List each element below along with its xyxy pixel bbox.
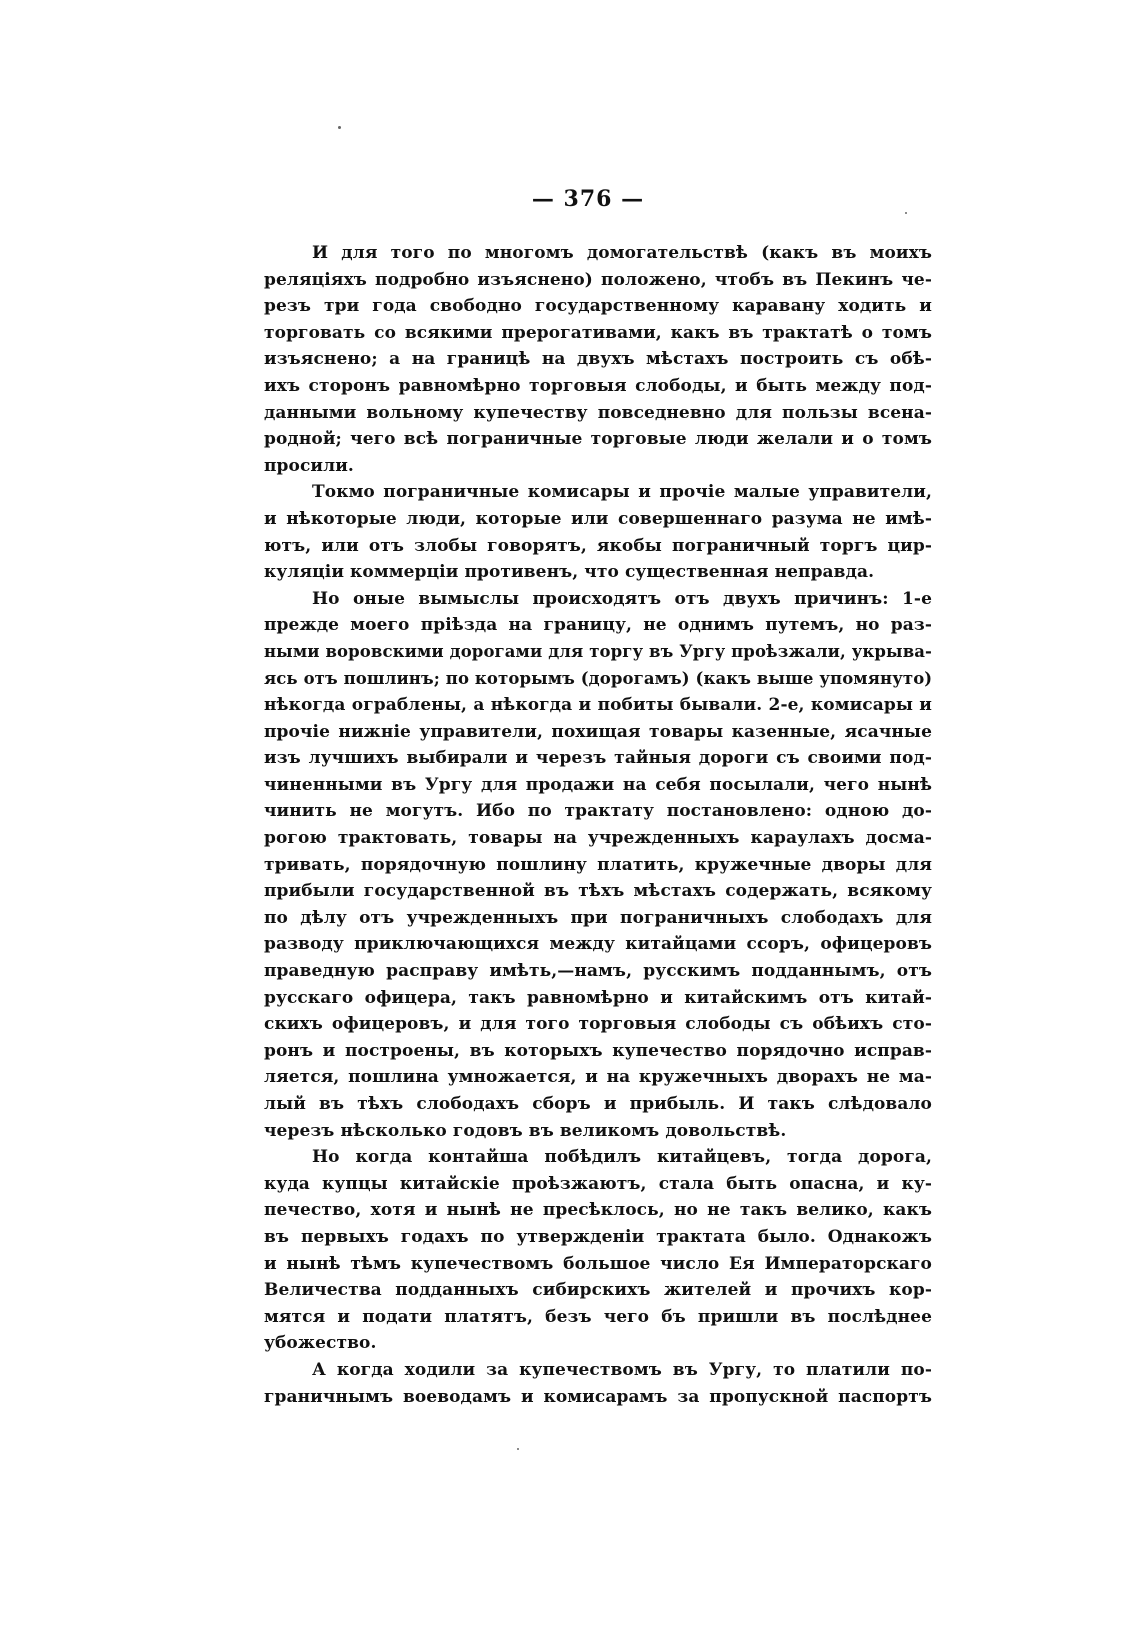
text-line: и нѣкоторые люди, которые или совершеннаго разума не имѣ- bbox=[264, 508, 932, 529]
text-line: данными вольному купечеству повседневно для пользы всена- bbox=[264, 402, 932, 423]
text-line: черезъ нѣсколько годовъ въ великомъ довольствѣ. bbox=[264, 1120, 787, 1141]
text-line: скихъ офицеровъ, и для того торговыя слободы съ обѣихъ сто- bbox=[264, 1014, 932, 1035]
text-line: разводу приключающихся между китайцами ссоръ, офицеровъ bbox=[264, 934, 932, 955]
text-line: ясь отъ пошлинъ; по которымъ (дорогамъ) (какъ выше упомянуто) bbox=[264, 668, 932, 688]
paragraph bbox=[264, 1144, 932, 1357]
paragraph bbox=[264, 240, 932, 479]
text-line: куляціи коммерціи противенъ, что существенная неправда. bbox=[264, 562, 875, 583]
text-line: Но когда контайша побѣдилъ китайцевъ, тогда дорога, bbox=[312, 1147, 932, 1168]
page-number: — 376 — bbox=[531, 186, 645, 212]
text-line: прежде моего пріѣзда на границу, не однимъ путемъ, но раз- bbox=[264, 615, 932, 636]
scan-speck bbox=[517, 1448, 519, 1450]
text-line: родной; чего всѣ пограничные торговые люди желали и о томъ bbox=[264, 429, 932, 450]
text-line: изъ лучшихъ выбирали и черезъ тайныя дороги съ своими под- bbox=[264, 748, 932, 769]
text-line: лый въ тѣхъ слободахъ сборъ и прибыль. И такъ слѣдовало bbox=[264, 1094, 932, 1114]
text-line: куда купцы китайскіе проѣзжаютъ, стала быть опасна, и ку- bbox=[264, 1173, 932, 1194]
text-line: и нынѣ тѣмъ купечествомъ большое число Ея Императорскаго bbox=[264, 1253, 932, 1274]
text-line: въ первыхъ годахъ по утвержденіи трактата было. Однакожъ bbox=[264, 1226, 932, 1247]
text-line: ляется, пошлина умножается, и на кружечныхъ дворахъ не ма- bbox=[264, 1067, 932, 1088]
scan-speck bbox=[905, 212, 907, 214]
text-line: чиненными въ Ургу для продажи на себя посылали, чего нынѣ bbox=[264, 774, 932, 795]
paragraph bbox=[264, 479, 932, 585]
text-line: убожество. bbox=[264, 1333, 377, 1354]
text-line: Но оные вымыслы происходятъ отъ двухъ причинъ: 1-е bbox=[312, 588, 932, 609]
text-line: просили. bbox=[264, 455, 354, 476]
text-line: изъяснено; а на границѣ на двухъ мѣстахъ построить съ обѣ- bbox=[264, 349, 932, 370]
text-line: печество, хотя и нынѣ не пресѣклось, но не такъ велико, какъ bbox=[264, 1200, 932, 1221]
text-line: прибыли государственной въ тѣхъ мѣстахъ содержать, всякому bbox=[264, 881, 932, 902]
paragraph bbox=[264, 1357, 932, 1410]
text-line: праведную расправу имѣть,—намъ, русскимъ подданнымъ, отъ bbox=[264, 961, 932, 982]
text-line: Величества подданныхъ сибирскихъ жителей и прочихъ кор- bbox=[264, 1280, 932, 1301]
text-line: Токмо пограничные комисары и прочіе малые управители, bbox=[312, 482, 932, 503]
body-text bbox=[264, 240, 932, 1410]
text-line: рогою трактовать, товары на учрежденныхъ караулахъ досма- bbox=[264, 828, 932, 849]
text-line: ными воровскими дорогами для торгу въ Ургу проѣзжали, укрыва- bbox=[264, 641, 932, 661]
text-line: мятся и подати платятъ, безъ чего бъ пришли въ послѣднее bbox=[264, 1306, 932, 1327]
text-line: граничнымъ воеводамъ и комисарамъ за пропускной паспортъ bbox=[264, 1386, 932, 1407]
text-line: прочіе нижніе управители, похищая товары казенные, ясачные bbox=[264, 721, 932, 742]
text-line: И для того по многомъ домогательствѣ (какъ въ моихъ bbox=[312, 243, 932, 263]
text-line: русскаго офицера, такъ равномѣрно и китайскимъ отъ китай- bbox=[264, 987, 932, 1008]
scan-speck bbox=[338, 126, 341, 129]
text-line: ронъ и построены, въ которыхъ купечество порядочно исправ- bbox=[264, 1040, 932, 1061]
text-line: А когда ходили за купечествомъ въ Ургу, то платили по- bbox=[312, 1359, 932, 1380]
text-line: чинить не могутъ. Ибо по трактату постановлено: одною до- bbox=[264, 801, 932, 822]
text-line: ихъ сторонъ равномѣрно торговыя слободы, и быть между под- bbox=[264, 375, 932, 396]
text-line: ютъ, или отъ злобы говорятъ, якобы пограничный торгъ цир- bbox=[264, 535, 932, 556]
paragraph bbox=[264, 586, 932, 1144]
text-line: реляціяхъ подробно изъяснено) положено, чтобъ въ Пекинъ че- bbox=[264, 269, 932, 290]
text-line: тривать, порядочную пошлину платить, кружечные дворы для bbox=[264, 854, 932, 875]
text-line: по дѣлу отъ учрежденныхъ при пограничныхъ слободахъ для bbox=[264, 907, 932, 928]
text-line: резъ три года свободно государственному каравану ходить и bbox=[264, 296, 932, 317]
text-line: торговать со всякими прерогативами, какъ въ трактатѣ о томъ bbox=[264, 322, 932, 343]
text-line: нѣкогда ограблены, а нѣкогда и побиты бывали. 2-е, комисары и bbox=[264, 695, 932, 716]
